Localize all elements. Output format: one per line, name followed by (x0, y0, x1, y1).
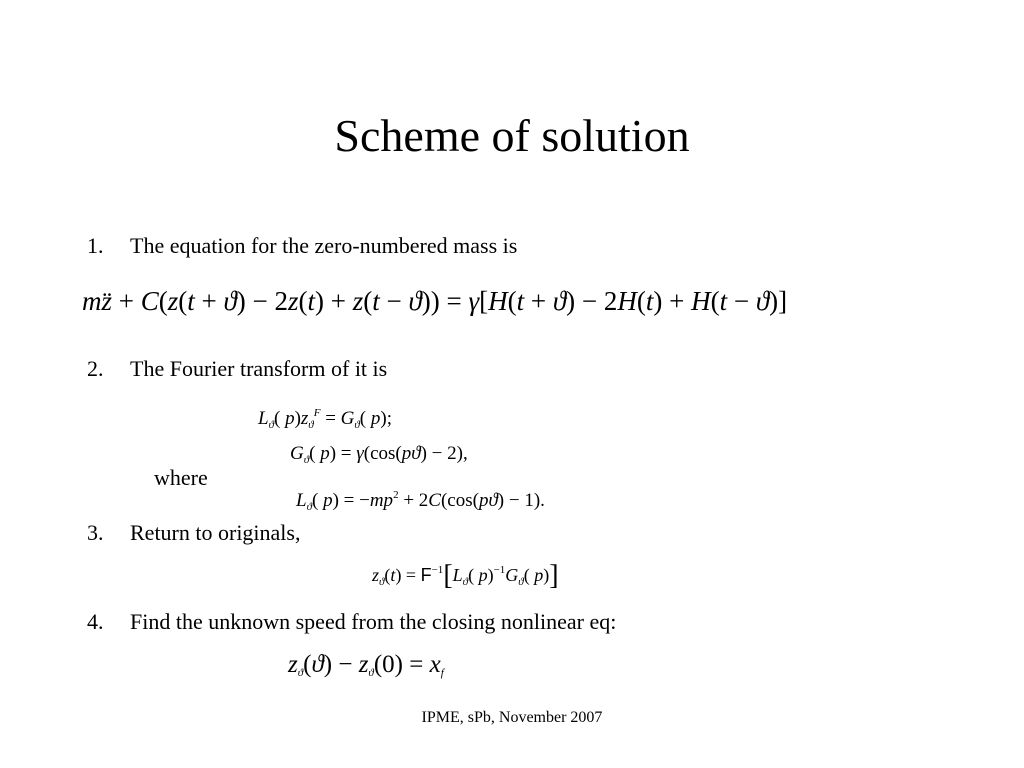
where-label: where (154, 465, 208, 490)
g-definition: $G_ϑ$( p) = γ(cos(pϑ) − 2), (290, 443, 468, 466)
inverse-transform-equation: $z_ϑ(t) = F^{-1}[L_ϑ$( $p)^{-1}G_ϑ$( p)] (372, 560, 559, 591)
slide-footer: IPME, sPb, November 2007 (421, 709, 603, 726)
slide-title: Scheme of solution (334, 110, 690, 161)
item-1-text: The equation for the zero-numbered mass is (130, 233, 518, 258)
equation-of-motion: mz̈ + C(z(t + ϑ) − 2z(t) + z(t − ϑ)) = γ[H(t + ϑ) − 2H(t) + H(t − ϑ)] (82, 286, 788, 316)
item-3-text: Return to originals, (130, 520, 301, 545)
item-2-number: 2. (87, 356, 104, 381)
fourier-equation: $L_ϑ$( $p)z_ϑ^F = G_ϑ$( p); (258, 407, 392, 431)
item-3-number: 3. (87, 520, 104, 545)
l-definition: $L_ϑ$( $p) = -mp^2 + 2C(\cos(pϑ) - 1)$. (296, 489, 545, 513)
item-2-text: The Fourier transform of it is (130, 356, 388, 381)
item-1-number: 1. (87, 233, 104, 258)
item-4-text: Find the unknown speed from the closing nonlinear eq: (130, 609, 617, 634)
item-4-number: 4. (87, 609, 104, 634)
closing-equation: zϑ(ϑ) − zϑ(0) = xf (288, 651, 444, 679)
